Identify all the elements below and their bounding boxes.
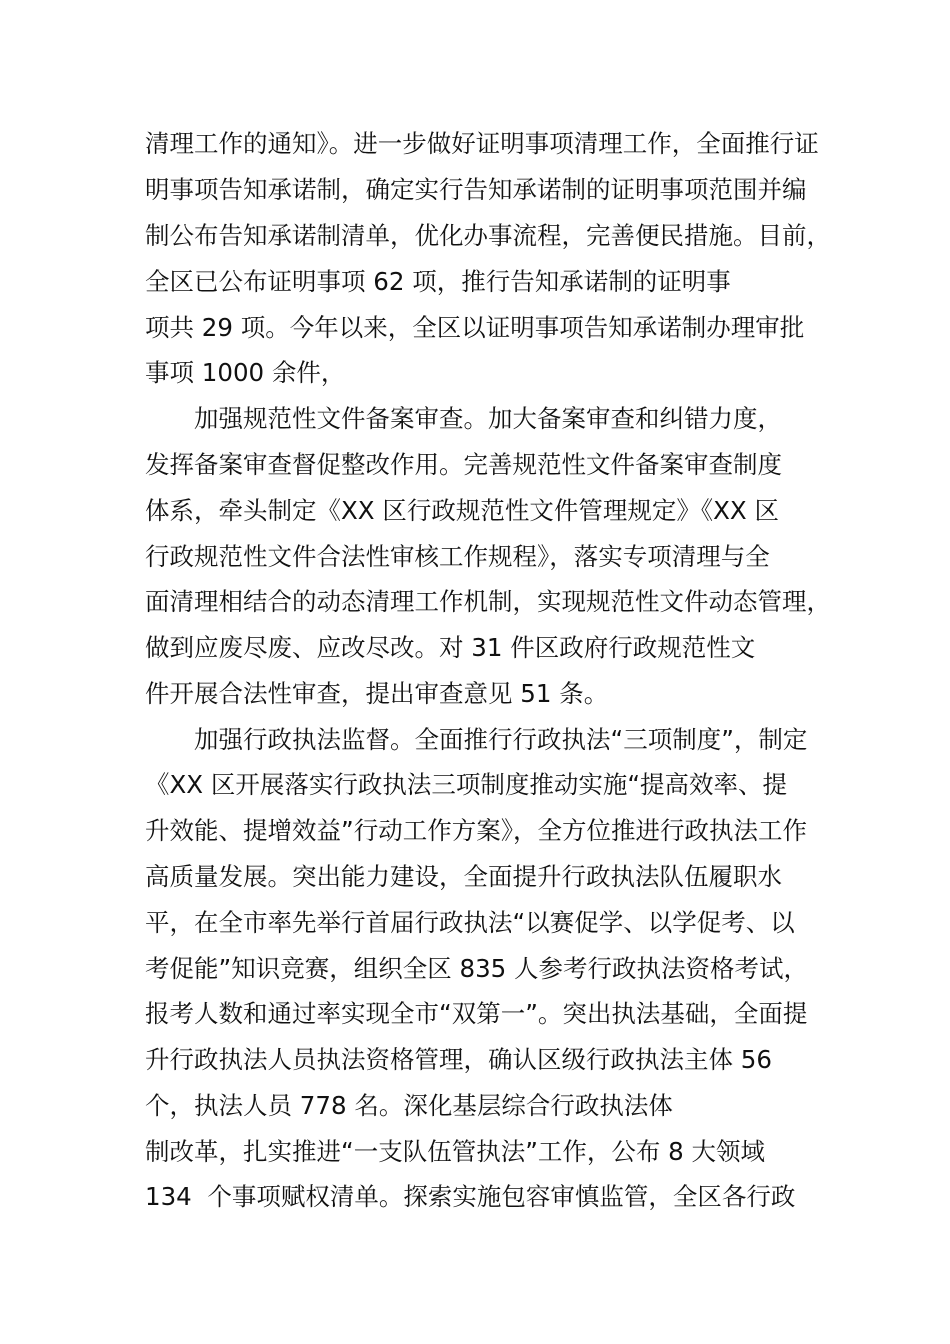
text-line: 做到应废尽废、应改尽改。对 31 件区政府行政规范性文: [145, 633, 756, 662]
text-line: 《XX 区开展落实行政执法三项制度推动实施“提高效率、提: [145, 770, 788, 799]
text-line: 制公布告知承诺制清单，优化办事流程，完善便民措施。目前，: [145, 221, 831, 250]
text-line: 全区已公布证明事项 62 项，推行告知承诺制的证明事: [145, 267, 731, 296]
text-line: 件开展合法性审查，提出审查意见 51 条。: [145, 679, 609, 708]
text-line: 面清理相结合的动态清理工作机制，实现规范性文件动态管理，: [145, 587, 831, 616]
paragraph-start-line: 加强行政执法监督。全面推行行政执法“三项制度”，制定: [194, 725, 808, 754]
text-line: 报考人数和通过率实现全市“双第一”。突出执法基础，全面提: [145, 999, 808, 1028]
text-line: 134 个事项赋权清单。探索实施包容审慎监管，全区各行政: [145, 1182, 796, 1211]
text-line: 升效能、提增效益”行动工作方案》，全方位推进行政执法工作: [145, 816, 807, 845]
text-line: 升行政执法人员执法资格管理，确认区级行政执法主体 56: [145, 1045, 772, 1074]
text-line: 清理工作的通知》。进一步做好证明事项清理工作，全面推行证: [145, 129, 819, 158]
text-line: 行政规范性文件合法性审核工作规程》，落实专项清理与全: [145, 542, 770, 571]
text-line: 个，执法人员 778 名。深化基层综合行政执法体: [145, 1091, 673, 1120]
text-line: 明事项告知承诺制，确定实行告知承诺制的证明事项范围并编: [145, 175, 807, 204]
text-line: 制改革，扎实推进“一支队伍管执法”工作，公布 8 大领域: [145, 1137, 766, 1166]
text-line: 项共 29 项。今年以来，全区以证明事项告知承诺制办理审批: [145, 313, 805, 342]
paragraph-start-line: 加强规范性文件备案审查。加大备案审查和纠错力度，: [194, 404, 782, 433]
text-line: 体系，牵头制定《XX 区行政规范性文件管理规定》《XX 区: [145, 496, 779, 525]
text-line: 平，在全市率先举行首届行政执法“以赛促学、以学促考、以: [145, 908, 795, 937]
text-line: 事项 1000 余件，: [145, 358, 346, 387]
text-line: 发挥备案审查督促整改作用。完善规范性文件备案审查制度: [145, 450, 782, 479]
text-line: 高质量发展。突出能力建设，全面提升行政执法队伍履职水: [145, 862, 782, 891]
text-line: 考促能”知识竞赛，组织全区 835 人参考行政执法资格考试，: [145, 954, 809, 983]
